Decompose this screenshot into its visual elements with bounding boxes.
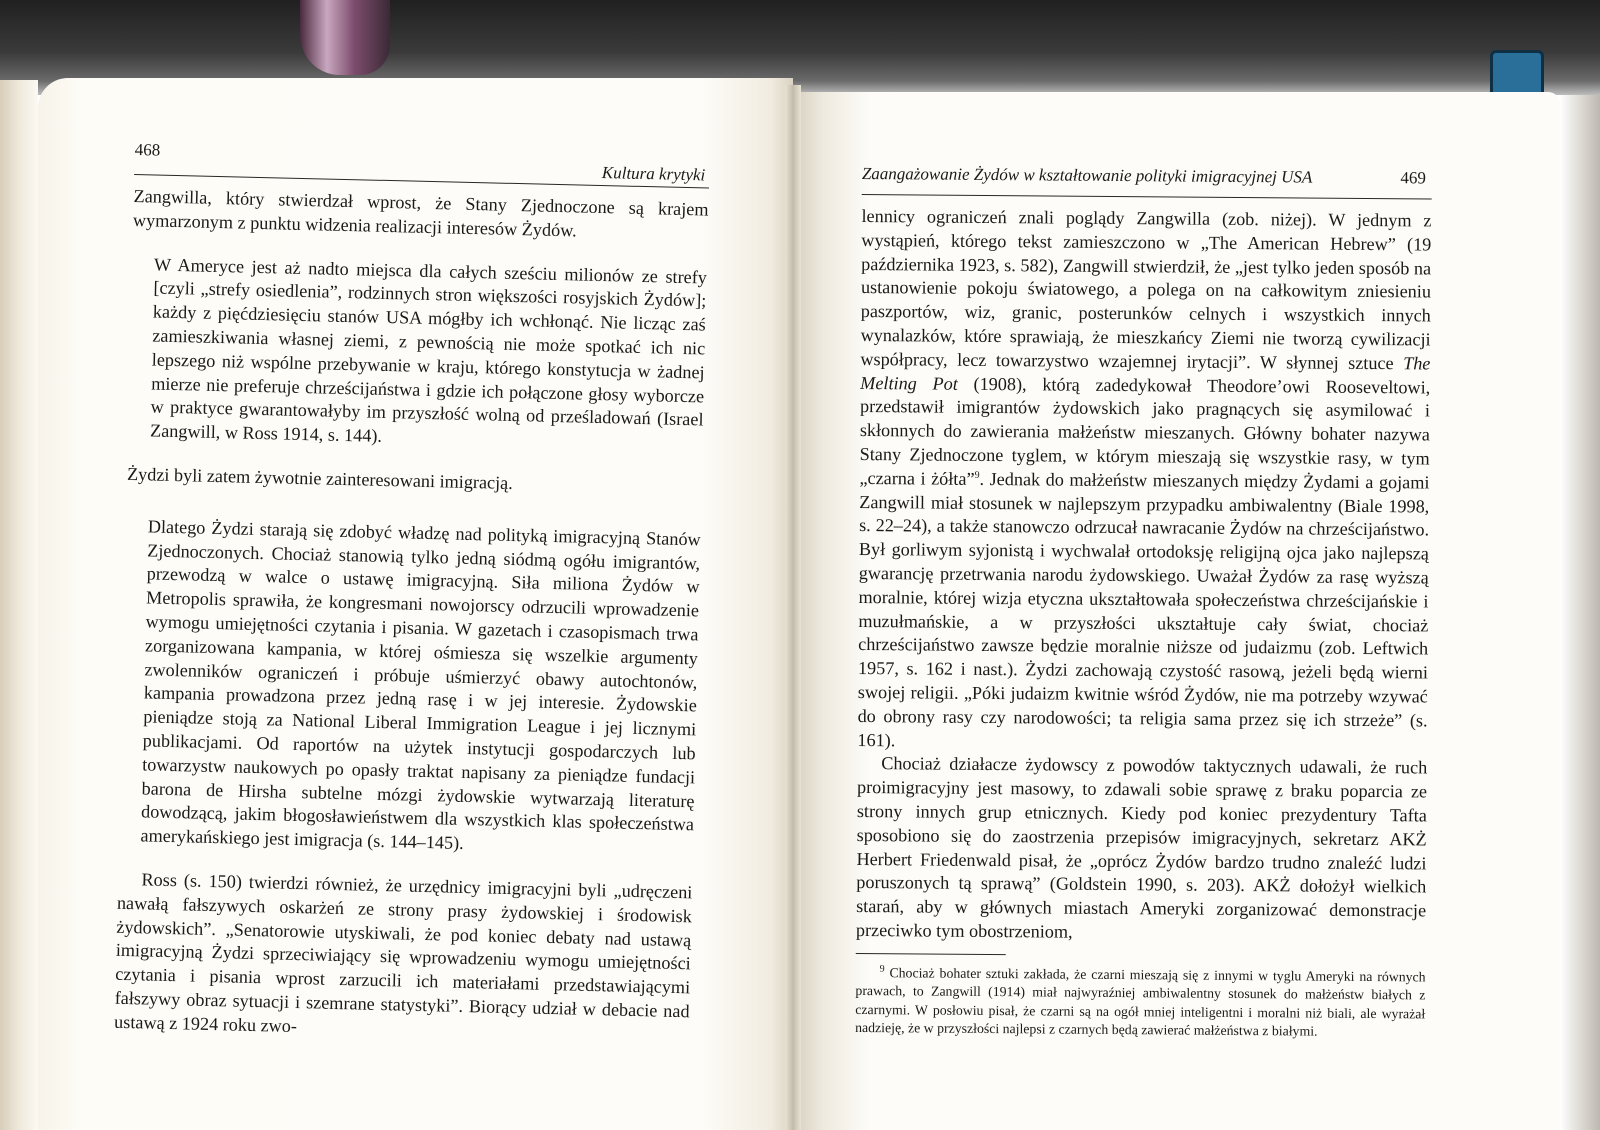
text-run: (1908), którą zadedykował Theodore’owi Rooseveltowi, przedstawił imigrantów żydowskich jako pragnących się asymilować i skłonnych do zawierania małżeństw mieszanych. Główny bohater nazywa Stany Zjednoczone tyglem, w którym mieszają się wszystkie rasy, w tym „czarna i żółta” bbox=[859, 373, 1431, 489]
paragraph: Zangwilla, który stwierdzał wprost, że Stany Zjednoczone są krajem wymarzonym z punktu widzenia realizacji interesów Żydów. bbox=[132, 185, 709, 241]
running-head: Kultura krytyki bbox=[601, 163, 706, 185]
page-number: 468 bbox=[134, 139, 161, 160]
block-quote: Dlatego Żydzi starają się zdobyć władzę nad polityką imigracyjną Stanów Zjednoczonych. Chociaż stanowią tylko jedną siódmą ogółu imigrantów, przewodzą w walce o ustawę imigracyjną. Siła miliona Żydów w Metropolis sprawiła, że kongresmani nowojorscy odrzucili wprowadzenie wymogu umiejętności czytania i pisania. W gazetach i czasopismach trwa zorganizowana kampania, w której ośmiesza się wszelkie argumenty zwolenników ograniczeń i próbuje uśmierzyć obawy autochtonów, kampania prowadzona przez jedną rasę i w jej interesie. Żydowskie pieniądze stoją za National Liberal Immigration League i jej licznymi publikacjami. Od raportów na użytek instytucji gospodarczych lub towarzystw naukowych po opasły traktat napisany za pieniądze fundacji barona de Hirsha subtelne mózgi żydowskie wytwarzają literaturę dowodzącą, jakim błogosławieństwem dla wszystkich klas społeczeństwa amerykańskiego jest imigracja (s. 144–145). bbox=[140, 516, 701, 854]
scan-object-purple bbox=[300, 0, 390, 75]
paragraph: Żydzi byli zatem żywotnie zainteresowani imigracją. bbox=[126, 463, 514, 493]
footnote-separator bbox=[856, 953, 1006, 955]
book-edge-right bbox=[1560, 95, 1600, 1130]
right-page-header bbox=[862, 158, 1432, 199]
right-page-content bbox=[855, 158, 1432, 1042]
play-title: The Melting Pot bbox=[860, 353, 1431, 394]
footnote bbox=[855, 964, 1426, 1042]
paragraph: Ross (s. 150) twierdzi również, że urzędnicy imigracyjni byli „udręczeni nawałą fałszywych oskarżeń ze strony prasy żydowskiej i środowisk żydowskich”. „Senatorowie utyskiwali, że pod koniec debaty nad ustawą imigracyjną Żydzi sprzeciwiający się wprowadzeniu wymogu umiejętności czytania i pisania wprost zarzucili ich materiałami przedstawiającymi fałszywy obraz sytuacji i szemrane statystyki”. Biorący udział w debacie nad ustawą z 1924 roku zwo- bbox=[113, 869, 693, 1036]
running-head: Zaangażowanie Żydów w kształtowanie polityki imigracyjnej USA bbox=[861, 163, 1313, 187]
book-gutter bbox=[785, 85, 801, 1130]
footnote-text: Chociaż bohater sztuki zakłada, że czarni mieszają się z innymi w tyglu Ameryki na równych prawach, to Zangwill (1914) miał najwyraźniej ambiwalentny stosunek do małżeństw białych z czarnymi. W posłowiu pisał, że czarni są na ogół mniej inteligentni i moralni niż biali, ale wyrażał nadzieję, że w przyszłości najlepsi z czarnych będą zawierać małżeństwa z białymi. bbox=[855, 964, 1426, 1039]
footnote-reference: 9 bbox=[974, 469, 980, 481]
page-number: 469 bbox=[1400, 168, 1426, 188]
text-run: lennicy ograniczeń znali poglądy Zangwilla (zob. niżej). W jednym z wystąpień, którego tekst zamieszczono w „The American Hebrew” (19 października 1923, s. 582), Zangwill stwierdził, że „jest tylko jeden sposób na ustanowienie pokoju światowego, a polega on na całkowitym zniesieniu paszportów, wiz, granic, posterunków celnych i wszystkich innych wynalazków, które sprawiają, że mieszkańcy Ziemi nie tworzą cywilizacji współpracy, lecz towarzystwo wzajemnej irytacji”. W słynnej sztuce bbox=[860, 205, 1432, 374]
book-edge-left bbox=[0, 80, 38, 1130]
text-run: . Jednak do małżeństw mieszanych między Żydami a gojami Zangwill miał stosunek w najlepszym przypadku ambiwalentny (Biale 1998, s. 22–24), a także stanowczo odrzucał nawracanie Żydów na chrześcijaństwo. Był gorliwym syjonistą i wychwalał ortodoksję religijną ojca jako najlepszą gwarancję przetrwania narodu żydowskiego. Uważał Żydów za rasę wyższą moralnie, której wizja etyczna ukształtowała społeczeństwa chrześcijańskie i muzułmańskie, a w przyszłości ukształtuje cały świat, chociaż chrześcijaństwo zawsze będzie moralnie niższe od judaizmu (zob. Leftwich 1957, s. 162 i nast.). Żydzi zachowają czystość rasową, jeżeli będą wierni swojej religii. „Póki judaizm kwitnie wśród Żydów, nie ma potrzeby wzywać do obrony rasy czy narodowości; ta religia sama przez się ich strzeże” (s. 161). bbox=[857, 468, 1430, 750]
paragraph bbox=[857, 205, 1431, 757]
paragraph: Chociaż działacze żydowscy z powodów taktycznych udawali, że ruch proimigracyjny jest masowy, to zdawali sobie sprawę z braku poparcia ze strony innych grup etnicznych. Kiedy pod koniec prezydentury Tafta sposobiono się do zaostrzenia przepisów imigracyjnych, sekretarz AKŻ Herbert Friedenwald pisał, że „oprócz Żydów bardzo trudno znaleźć ludzi poruszonych tą sprawą” (Goldstein 1990, s. 203). AKŻ dołożył wielkich starań, aby w głównych miastach Ameryki zorganizować demonstracje przeciwko tym obostrzeniom, bbox=[855, 753, 1428, 942]
footnote-number: 9 bbox=[879, 963, 885, 975]
left-page-content bbox=[114, 138, 710, 1048]
block-quote: W Ameryce jest aż nadto miejsca dla całych sześciu milionów ze strefy [czyli „strefy osiedlenia”, rodzinnych stron większości rosyjskich Żydów]; każdy z pięćdziesięciu stanów USA mógłby ich wchłonąć. Nie licząc zaś zamieszkiwania własnej ziemi, z pewnością nie może spotkać ich nic lepszego niż wspólne przebywanie w kraju, którego konstytucja w żadnej mierze nie preferuje chrześcijaństwa i gdzie ich połączone głosy wyborcze w praktyce gwarantowałyby im przyszłość wolną od prześladowań (Israel Zangwill, w Ross 1914, s. 144). bbox=[149, 254, 708, 447]
